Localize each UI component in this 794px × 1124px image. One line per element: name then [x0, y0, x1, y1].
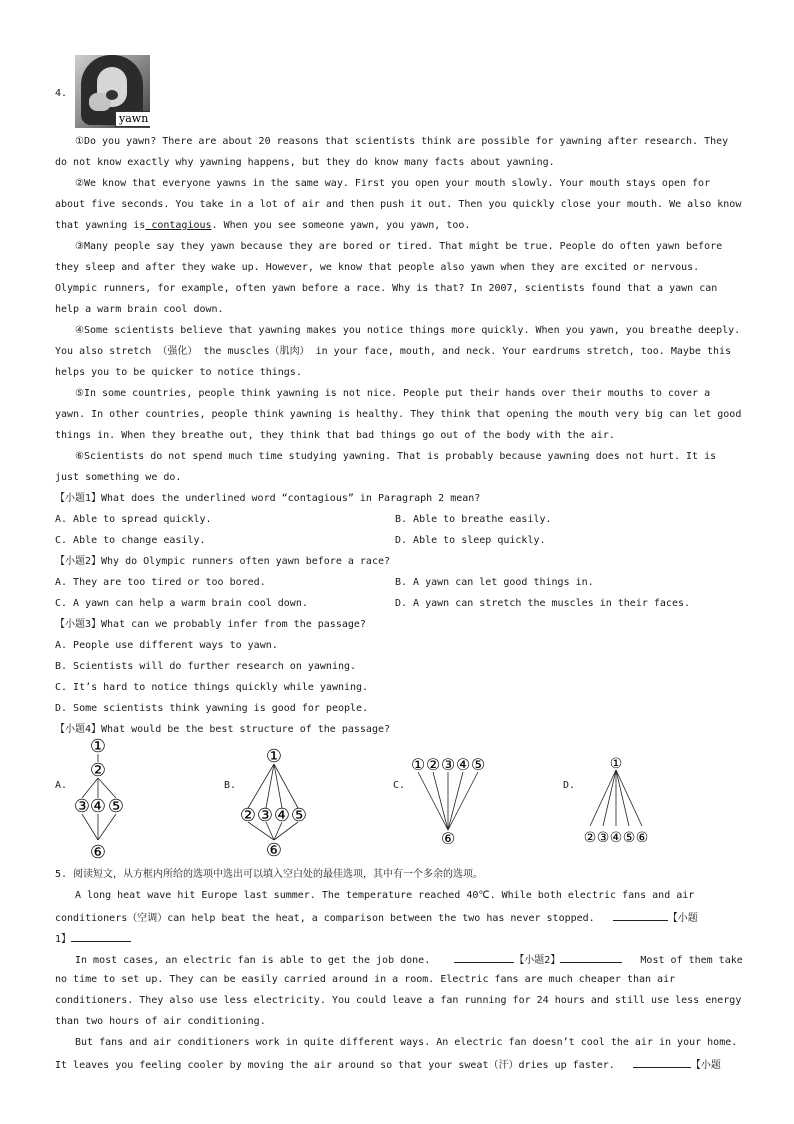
para5-line2: yawn. In other countries, people think yawning is healthy. They think that opening the mouth very big can let good [55, 409, 742, 420]
node-2: ② [89, 760, 107, 781]
structure-option-c-label[interactable]: C. [393, 780, 406, 791]
svg-text:④: ④ [609, 830, 623, 846]
blank-1-input-cont[interactable] [71, 931, 131, 942]
sub2-option-b[interactable]: B. A yawn can let good things in. [395, 577, 594, 588]
svg-text:①: ① [265, 746, 283, 767]
svg-text:⑥: ⑥ [265, 840, 283, 858]
q5-line1: A long heat wave hit Europe last summer. The temperature reached 40℃. While both electric fans and air [75, 890, 695, 901]
para1-line2: do not know exactly why yawning happens, but they do know many facts about yawning. [55, 157, 555, 168]
svg-text:③: ③ [440, 755, 456, 774]
para3-line4: help a warm brain cool down. [55, 304, 224, 315]
para2-line2: about five seconds. You take in a lot of air and then push it out. Then you quickly close your mouth. We also know [55, 199, 742, 210]
q5-line2: conditioners（空调）can help beat the heat, a comparison between the two has never stopped. 【小题 [55, 910, 745, 926]
structure-diagram-a[interactable] [70, 738, 130, 867]
blank-3-input[interactable] [633, 1057, 691, 1068]
q5-line4: In most cases, an electric fan is able to get the job done. 【小题2】 Most of them take [75, 952, 765, 968]
sub2-option-d[interactable]: D. A yawn can stretch the muscles in their faces. [395, 598, 691, 609]
para6-line2: just something we do. [55, 472, 182, 483]
sub1-option-b[interactable]: B. Able to breathe easily. [395, 514, 552, 525]
sub3-option-a[interactable]: A. People use different ways to yawn. [55, 640, 278, 651]
sub3-option-c[interactable]: C. It’s hard to notice things quickly while yawning. [55, 682, 369, 693]
para2-line1: ②We know that everyone yawns in the same way. First you open your mouth slowly. Your mouth stays open for [75, 178, 711, 189]
svg-text:②: ② [239, 805, 257, 826]
structure-diagram-b[interactable] [238, 746, 310, 861]
q5-line9: It leaves you feeling cooler by moving the air around so that your sweat（汗）dries up faster. 【小题 [55, 1057, 745, 1073]
structure-diagram-c[interactable] [412, 754, 488, 851]
para3-line3: Olympic runners, for example, often yawn before a race. Why is that? In 2007, scientists found that a yawn can [55, 283, 718, 294]
sub3-option-d[interactable]: D. Some scientists think yawning is good for people. [55, 703, 369, 714]
node-1: ① [89, 738, 107, 757]
svg-text:⑥: ⑥ [440, 829, 456, 848]
para5-line1: ⑤In some countries, people think yawning is not nice. People put their hands over their mouths to cover a [75, 388, 711, 399]
para2-line3: that yawning is contagious. When you see someone yawn, you yawn, too. [55, 220, 471, 231]
para4-line2: You also stretch （强化） the muscles（肌肉） in your face, mouth, and neck. Your eardrums stretch, too. Maybe this [55, 346, 732, 357]
q5-instruction: 5. 阅读短文，从方框内所给的选项中选出可以填入空白处的最佳选项，其中有一个多余的选项。 [55, 869, 484, 880]
sub3-option-b[interactable]: B. Scientists will do further research on yawning. [55, 661, 357, 672]
svg-text:①: ① [609, 756, 623, 772]
para4-line1: ④Some scientists believe that yawning makes you notice things more quickly. When you yawn, you breathe deeply. [75, 325, 741, 336]
svg-text:④: ④ [455, 755, 471, 774]
node-6: ⑥ [89, 842, 107, 863]
sub1-stem: 【小题1】What does the underlined word “contagious” in Paragraph 2 mean? [55, 493, 481, 504]
svg-text:②: ② [425, 755, 441, 774]
para4-line3: helps you to be quicker to notice things. [55, 367, 302, 378]
para3-line2: they sleep and after they wake up. However, we know that people also yawn when they are excited or nervous. [55, 262, 700, 273]
question-number: 4. [55, 88, 68, 99]
q5-line5: no time to set up. They can be easily carried around in a room. Electric fans are much cheaper than air [55, 974, 676, 985]
q5-line6: conditioners. They also use less electricity. You could leave a fan running for 24 hours and still use less energy [55, 995, 742, 1006]
underlined-word: contagious [145, 220, 212, 231]
blank-2-input[interactable] [454, 952, 514, 963]
sub1-option-c[interactable]: C. Able to change easily. [55, 535, 206, 546]
svg-text:③: ③ [256, 805, 274, 826]
structure-option-d-label[interactable]: D. [563, 780, 576, 791]
sub1-option-d[interactable]: D. Able to sleep quickly. [395, 535, 546, 546]
svg-text:⑤: ⑤ [622, 830, 636, 846]
para6-line1: ⑥Scientists do not spend much time studying yawning. That is probably because yawning does not hurt. It is [75, 451, 717, 462]
structure-option-a-label[interactable]: A. [55, 780, 68, 791]
sub2-option-c[interactable]: C. A yawn can help a warm brain cool down. [55, 598, 308, 609]
q5-line8: But fans and air conditioners work in quite different ways. An electric fan doesn’t cool the air in your home. [75, 1037, 738, 1048]
photo-caption: yawn [115, 111, 150, 127]
node-3: ③ [73, 796, 91, 817]
svg-text:④: ④ [273, 805, 291, 826]
sub1-option-a[interactable]: A. Able to spread quickly. [55, 514, 212, 525]
svg-text:①: ① [412, 755, 426, 774]
para5-line3: things in. When they breathe out, they think that bad things go out of the body with the air. [55, 430, 615, 441]
para3-line1: ③Many people say they yawn because they are bored or tired. That might be true. People do often yawn before [75, 241, 723, 252]
sub2-stem: 【小题2】Why do Olympic runners often yawn before a race? [55, 556, 391, 567]
q5-line3: 1】 [55, 931, 745, 947]
q5-line7: than two hours of air conditioning. [55, 1016, 266, 1027]
structure-diagram-d[interactable] [580, 754, 656, 851]
yawn-photo [75, 55, 150, 128]
svg-text:⑥: ⑥ [635, 830, 649, 846]
svg-text:②: ② [583, 830, 597, 846]
blank-1-input[interactable] [613, 910, 668, 921]
svg-text:⑤: ⑤ [290, 805, 308, 826]
node-4: ④ [89, 796, 107, 817]
svg-text:⑤: ⑤ [470, 755, 486, 774]
para1-line1: ①Do you yawn? There are about 20 reasons that scientists think are possible for yawning after research. They [75, 136, 729, 147]
sub2-option-a[interactable]: A. They are too tired or too bored. [55, 577, 266, 588]
structure-option-b-label[interactable]: B. [224, 780, 237, 791]
sub3-stem: 【小题3】What can we probably infer from the passage? [55, 619, 366, 630]
sub4-stem: 【小题4】What would be the best structure of the passage? [55, 724, 391, 735]
node-5: ⑤ [107, 796, 125, 817]
svg-text:③: ③ [596, 830, 610, 846]
